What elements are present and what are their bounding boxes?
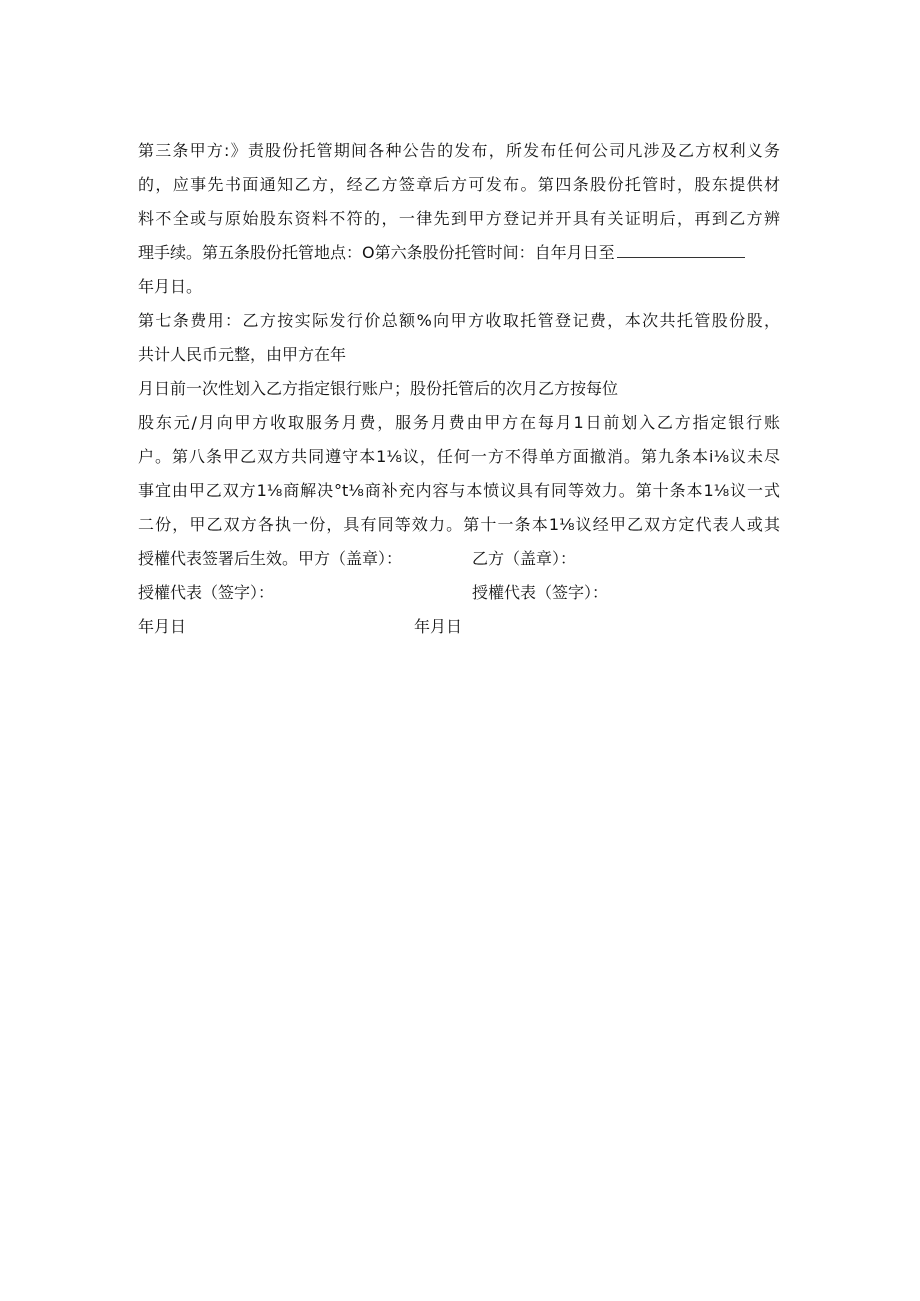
text-line-12: 二份，甲乙双方各执一份，具有同等效力。第十一条本1⅛议经甲乙双方定代表人或其 <box>138 515 780 534</box>
text-line-6: 第七条费用：乙方按实际发行价总额%向甲方收取托管登记费，本次共托管股份股， <box>138 311 780 330</box>
text-line-2: 的，应事先书面通知乙方，经乙方签章后方可发布。第四条股份托管时，股东提供材 <box>138 175 780 194</box>
text-line-9: 股东元/月向甲方收取服务月费，服务月费由甲方在每月1日前划入乙方指定银行账 <box>138 413 780 432</box>
text-line-4 <box>138 236 780 270</box>
fill-in-blank <box>617 243 745 258</box>
text-line-11: 事宜由甲乙双方1⅛商解决°t⅛商补充内容与本愤议具有同等效力。第十条本1⅛议一式 <box>138 481 780 500</box>
text-line-3: 料不全或与原始股东资料不符的，一律先到甲方登记并开具有关证明后，再到乙方辨 <box>138 209 780 228</box>
contract-body <box>138 134 780 644</box>
party-a-date-label: 年月日 <box>138 617 187 636</box>
text-line-10: 户。第八条甲乙双方共同遵守本1⅛议，任何一方不得单方面撤消。第九条本i⅛议未尽 <box>138 447 780 466</box>
text-line-7: 共计人民币元整，由甲方在年 <box>138 345 347 364</box>
signature-line-date <box>138 610 780 644</box>
party-a-seal-label: 授權代表签署后生效。甲方（盖章）： <box>138 549 403 568</box>
text-line-4-content: 理手续。第五条股份托管地点：O第六条股份托管时间：自年月日至 <box>138 243 615 262</box>
signature-line-rep <box>138 576 780 610</box>
text-line-5: 年月日。 <box>138 277 203 296</box>
party-b-date-label: 年月日 <box>414 617 463 636</box>
text-line-1: 第三条甲方:》责股份托管期间各种公告的发布，所发布任何公司凡涉及乙方权利义务 <box>138 141 780 160</box>
party-b-seal-label: 乙方（盖章）： <box>472 549 577 568</box>
text-line-8: 月日前一次性划入乙方指定银行账户；股份托管后的次月乙方按每位 <box>138 379 619 398</box>
party-b-rep-label: 授權代表（签字）： <box>472 583 609 602</box>
party-a-rep-label: 授權代表（签字）： <box>138 583 275 602</box>
signature-line-seal <box>138 542 780 576</box>
